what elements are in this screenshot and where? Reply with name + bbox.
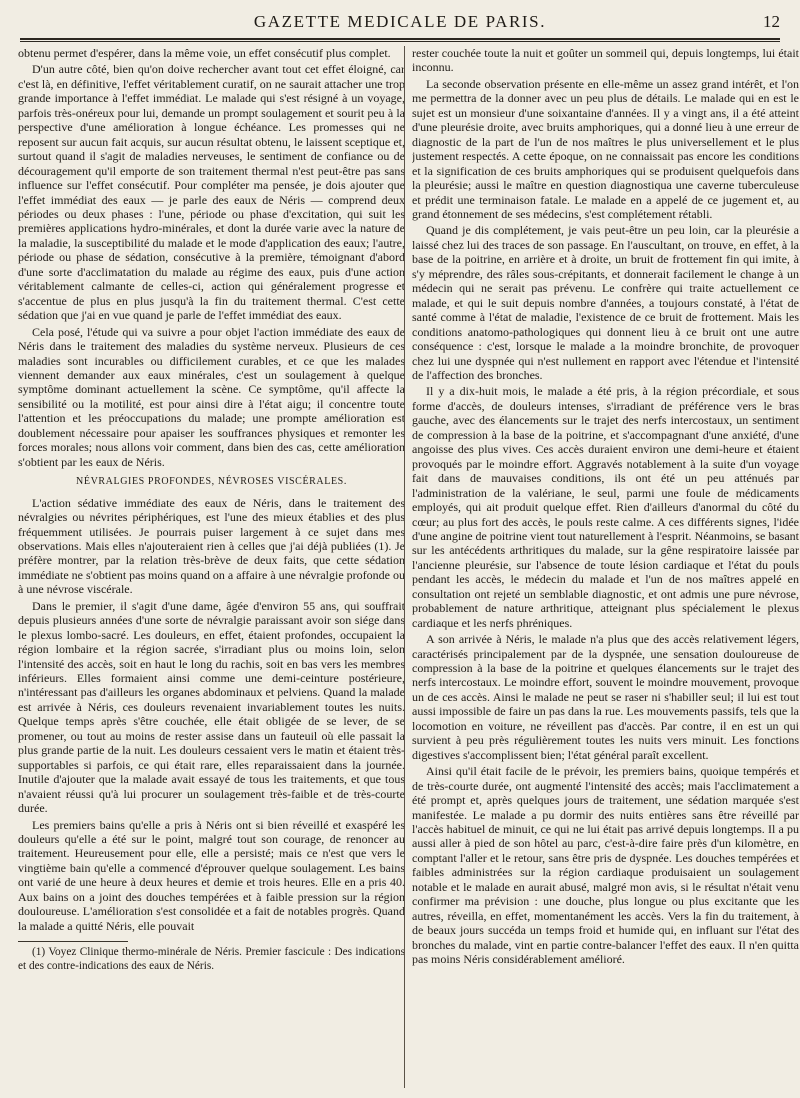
paragraph: Quand je dis complétement, je vais peut-être un peu loin, car la pleurésie a laissé chez lui des traces de son passage. En l'auscultant, on trouve, en effet, à la base de la poitrine, en arrière et à droite, un bruit de frottement fin qui imite, à s'y méprendre, des râles sous-crépitants, et donnerait facilement le change à un médecin qui ne serait pas prévenu. Le confrère qui traite actuellement ce malade, et qui le suit depuis nombre d'années, a toujours constaté, à l'état de santé comme à l'état de maladie, l'existence de ce bruit de frottement. Mais les conditions anatomo-pathologiques qui donnent lieu à ce bruit ont une autre conséquence : c'est, lorsque le malade a la moindre bronchite, de provoquer chez lui une dyspnée qui n'est nullement en rapport avec l'étendue et l'intensité de l'affection des bronches. xyxy=(412,223,799,382)
paragraph: Il y a dix-huit mois, le malade a été pris, à la région précordiale, et sous forme d'accès, de douleurs intenses, s'irradiant de préférence vers le bras gauche, avec des élancements sur le trajet des nerfs intercostaux, un sentiment de compression à la base de la poitrine, et s'accompagnant d'une anxiété, d'une angoisse des plus vives. Ces accès duraient environ une demi-heure et étaient provoqués par le moindre effort. Aggravés notablement à la suite d'un voyage fait dans de mauvaises conditions, ils ont été un peu atténués par l'administration de la valériane, le seul, parmi une foule de médicaments employés, qui ait produit quelque effet. Rien d'ailleurs d'anormal du côté du cœur; au plus fort des accès, le pouls reste calme. A ces différents signes, l'idée d'une angine de poitrine vient tout naturellement à l'esprit. Néanmoins, se basant sur les antécédents arthritiques du malade, sur la gêne respiratoire laissée par l'ancienne pleurésie, sur l'absence de toute lésion cardiaque et l'état du pouls pendant les accès, le médecin du malade et l'un de nos maîtres appelé en consultation ont rejeté un semblable diagnostic, et ont admis une pure névrose, probablement de nature arthritique, atteignant plus spécialement le plexus cardiaque et les nerfs phréniques. xyxy=(412,384,799,630)
paragraph: Ainsi qu'il était facile de le prévoir, les premiers bains, quoique tempérés et de très-courte durée, ont augmenté l'intensité des accès; mais l'acclimatement a été prompt et, après quelques jours de traitement, une sédation marquée s'est manifestée. Le malade a pu dormir des nuits entières sans être réveillé par l'accès habituel de minuit, ce qui ne lui était pas arrivé depuis longtemps. Il a pu aussi aller à pied de son hôtel au parc, c'est-à-dire faire près d'un kilomètre, en comptant l'aller et le retour, sans être pris de dyspnée. Les douches tempérées et faibles administrées sur la région cardiaque produisaient un soulagement notable et le malade en aurait abusé, malgré mon avis, si le résultat n'était venu confirmer ma prévision : une douche, plus longue ou plus excitante que les autres, réveilla, en effet, momentanément les accès. Vers la fin du traitement, à de beaux jours succéda un temps froid et humide qui, en influant sur l'état des bronches du malade, vint en partie contre-balancer l'effet des eaux. Il n'en quitta pas moins Néris considérablement amélioré. xyxy=(412,764,799,967)
right-column xyxy=(412,46,799,1086)
paragraph: Dans le premier, il s'agit d'une dame, âgée d'environ 55 ans, qui souffrait depuis plusieurs années d'une sorte de névralgie paraissant avoir son siége dans le plexus lombo-sacré. Les douleurs, en effet, étaient profondes, occupaient la région lombaire et la région sacrée, s'irradiant plus ou moins loin, selon l'intensité des accès, soit en haut le long du rachis, soit en bas vers les membres inférieurs. Elles formaient ainsi comme une demi-ceinture postérieure, n'intéressant pas d'ailleurs les organes abdominaux et pelviens. Quand la malade est arrivée à Néris, ces douleurs revenaient invariablement toutes les nuits. Quelque temps après s'être couchée, elle était obligée de se lever, de se promener, ou tout au moins de rester assise dans un fauteuil où elle passait la plus grande partie de la nuit. Les douleurs cessaient vers le matin et étaient très-supportables si parfois, ce qui était rare, elles reparaissaient dans la journée. Inutile d'ajouter que la malade avait essayé de tous les traitements, et que tous n'avaient réussi qu'à lui procurer un soulagement très-faible et de très-courte durée. xyxy=(18,598,405,816)
paragraph: Les premiers bains qu'elle a pris à Néris ont si bien réveillé et exaspéré les douleurs qu'elle a été sur le point, malgré tout son courage, de renoncer au traitement. Heureusement pour elle, elle a persisté; mais ce n'est que vers le vingtième bain qu'elle a commencé d'éprouver quelque soulagement. Les bains ont varié de une heure à deux heures et demie et trois heures. Elle en a pris 40. Aux bains on a joint des douches tempérées et à faible pression sur la région douloureuse. L'amélioration s'est consolidée et a fait de notables progrès. Quand la malade a quitté Néris, elle pouvait xyxy=(18,817,405,933)
paragraph: La seconde observation présente en elle-même un assez grand intérêt, et l'on me permettra de la donner avec un peu plus de détails. Le malade qui en est le sujet est un monsieur d'une soixantaine d'années. Il y a vingt ans, il a été atteint d'une pleurésie droite, avec bruits amphoriques, qui a donné lieu à une erreur de diagnostic de la part de l'un de nos maîtres le plus universellement et le plus justement respectés. A cette époque, on ne connaissait pas encore les conditions et la signification de ces bruits amphoriques qui se produisent quelquefois dans la pleurésie; aussi le maître en question diagnostiqua une caverne tuberculeuse et prédit une terminaison fatale. Le malade en a appelé de ce jugement et, au grand étonnement de ses médecins, s'est complétement rétabli. xyxy=(412,76,799,221)
page-number: 12 xyxy=(763,12,780,31)
paragraph: A son arrivée à Néris, le malade n'a plus que des accès relativement légers, caractérisés principalement par de la dyspnée, une sensation douloureuse de compression à la base de la poitrine et quelques élancements sur le trajet des nerfs intercostaux. Le moindre effort, souvent le moindre mouvement, provoque un de ces accès. Ainsi le malade ne peut se raser ni s'habiller seul; il lui est tout aussi impossible de faire un pas dans la rue. Les mouvements passifs, tels que la locomotion en voiture, ne réveillent pas d'accès. Par contre, il en est un qui survient à peu près régulièrement toutes les nuits vers minuit. Les fonctions digestives s'accomplissent bien; l'état général paraît excellent. xyxy=(412,632,799,762)
header-rule xyxy=(20,38,780,42)
journal-title: GAZETTE MEDICALE DE PARIS. xyxy=(253,12,547,31)
paragraph: D'un autre côté, bien qu'on doive rechercher avant tout cet effet éloigné, car c'est là, en définitive, l'effet véritablement curatif, on ne saurait attacher une trop grande importance à l'effet immédiat. Le malade qui s'est résigné à un voyage, parfois très-onéreux pour lui, demande un prompt soulagement et sourit peu à la perspective d'une amélioration à longue échéance. Les promesses qui ne reposent sur aucun fait acquis, sur aucun résultat obtenu, le laissent sceptique et, surtout quand il s'agit de maladies nerveuses, le sentiment de confiance ou de découragement qu'il emporte de son traitement thermal n'est peut-être pas sans influence sur l'effet consécutif. Pour compléter ma pensée, je dois ajouter que l'effet immédiat des eaux — je parle des eaux de Néris — comprend deux périodes ou deux phases : l'une, période ou phase d'excitation, qui suit les premières applications hydro-minérales, et dont la durée varie avec la nature de la maladie, la susceptibilité du malade et le mode d'application des eaux; l'autre, période ou phase de sédation, consécutive à la première, témoignant d'abord d'une sorte d'acclimatation du malade au régime des eaux, puis d'une action véritablement calmante de celles-ci, action qui généralement progresse et s'accentue de plus en plus jusqu'à la fin du traitement thermal. C'est cette sédation que j'ai en vue quand je parle de l'effet immédiat des eaux. xyxy=(18,62,405,323)
page-header xyxy=(20,8,780,42)
paragraph: Cela posé, l'étude qui va suivre a pour objet l'action immédiate des eaux de Néris dans le traitement des maladies du système nerveux. Plusieurs de ces maladies sont incurables ou difficilement curables, et ce que les malades viennent demander aux eaux minérales, c'est un soulagement à quelque symptôme dominant actuellement la scène. Ce symptôme, qu'il affecte la sensibilité ou la motilité, est pour ainsi dire à l'état aigu; il concentre toute l'attention et les préoccupations du malade; une prompte amélioration est doublement nécessaire pour apaiser les souffrances physiques et remonter les forces morales; nous allons voir comment, dans bien des cas, cette amélioration s'obtient par les eaux de Néris. xyxy=(18,324,405,469)
paragraph: L'action sédative immédiate des eaux de Néris, dans le traitement des névralgies ou névrites périphériques, est l'une des mieux établies et des plus fréquemment utilisées. Je pourrais puiser largement à ce sujet dans mes observations. Mais elles n'ajouteraient rien à celles que j'ai déjà publiées (1). Je préfère montrer, par la relation très-brève de deux faits, que cette sédation immédiate ne s'obtient pas moins quand on a affaire à une névralgie profonde ou à une névrose viscérale. xyxy=(18,495,405,597)
paragraph: obtenu permet d'espérer, dans la même voie, un effet consécutif plus complet. xyxy=(18,46,391,60)
footnote: (1) Voyez Clinique thermo-minérale de Néris. Premier fascicule : Des indications et des contre-indications des eaux de Néris. xyxy=(18,946,405,972)
section-heading: NÉVRALGIES PROFONDES, NÉVROSES VISCÉRALES. xyxy=(76,476,347,488)
paragraph: rester couchée toute la nuit et goûter un sommeil qui, depuis longtemps, lui était inconnu. xyxy=(412,46,799,75)
footnote-rule xyxy=(18,941,128,942)
column-divider xyxy=(404,46,405,1088)
left-column xyxy=(18,46,405,1086)
